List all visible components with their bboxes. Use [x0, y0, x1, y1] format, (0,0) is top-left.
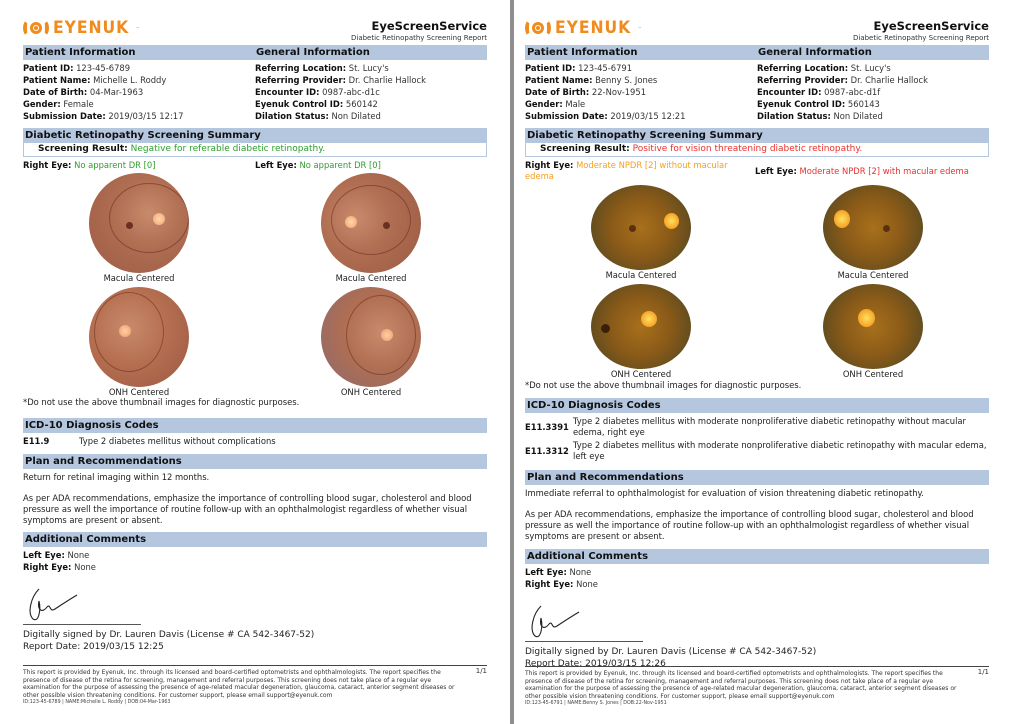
signed-by: Digitally signed by Dr. Lauren Davis (License # CA 542-3467-52) [23, 630, 315, 640]
icd-code: E11.3312 [525, 445, 569, 456]
signed-by: Digitally signed by Dr. Lauren Davis (License # CA 542-3467-52) [525, 647, 817, 657]
eye-grades [23, 160, 487, 171]
patient-info [525, 62, 757, 122]
report-footer [23, 665, 487, 705]
fundus-image-left-onh[interactable] [321, 287, 421, 387]
icd-description: Type 2 diabetes mellitus with moderate nonproliferative diabetic retinopathy without macular edema, right eye [573, 416, 966, 437]
left-eye-images [255, 173, 487, 397]
encounter-id-row: Encounter ID: 0987-abc-d1f [757, 87, 881, 97]
patient-name-row: Patient Name: Michelle L. Roddy [23, 75, 167, 85]
general-information-heading: General Information [758, 47, 872, 58]
service-title: EyeScreenService [371, 19, 487, 33]
control-id-row: Eyenuk Control ID: 560143 [757, 99, 880, 109]
footer-patient-id: ID:123-45-6789 | NAME:Michelle L. Roddy | DOB:04-Mar-1963 [23, 700, 171, 706]
service-title-block [853, 19, 989, 42]
screening-result-value: Positive for vision threatening diabetic retinopathy. [632, 144, 863, 154]
submission-date-row: Submission Date: 2019/03/15 12:17 [23, 111, 184, 121]
icd-code: E11.3391 [525, 421, 569, 432]
patient-info [23, 62, 255, 122]
dilation-status-row: Dilation Status: Non Dilated [757, 111, 883, 121]
report-date: Report Date: 2019/03/15 12:25 [23, 642, 164, 652]
additional-comments-heading: Additional Comments [23, 532, 487, 547]
additional-comments-heading: Additional Comments [525, 549, 989, 564]
icd-code: E11.9 [23, 436, 50, 446]
footer-patient-id: ID:123-45-6791 | NAME:Benny S. Jones | DOB:22-Nov-1951 [525, 701, 667, 707]
eye-logo-icon [23, 19, 49, 37]
report-page-1 [0, 0, 510, 724]
logo-text: EYENUK [555, 18, 632, 38]
report-header [525, 0, 989, 44]
info-block [23, 60, 487, 122]
caption-onh-centered: ONH Centered [610, 369, 672, 379]
dilation-status-row: Dilation Status: Non Dilated [255, 111, 381, 121]
logo-text: EYENUK [53, 18, 130, 38]
info-block [525, 60, 989, 122]
icd-description: Type 2 diabetes mellitus without complications [79, 436, 276, 446]
info-section-header [525, 45, 989, 60]
referring-location-row: Referring Location: St. Lucy's [757, 63, 891, 73]
info-section-header [23, 45, 487, 60]
left-eye-grade: Left Eye: No apparent DR [0] [255, 160, 381, 170]
encounter-id-row: Encounter ID: 0987-abc-d1c [255, 87, 380, 97]
right-eye-grade: Right Eye: No apparent DR [0] [23, 160, 156, 170]
fundus-image-right-onh[interactable] [89, 287, 189, 387]
screening-result: Screening Result: Positive for vision threatening diabetic retinopathy. [525, 143, 989, 157]
signature-icon [527, 600, 587, 640]
patient-name-row: Patient Name: Benny S. Jones [525, 75, 658, 85]
screening-summary-heading: Diabetic Retinopathy Screening Summary [23, 128, 487, 143]
right-eye-grade: Right Eye: Moderate NPDR [2] without macular edema [525, 160, 728, 181]
service-title-block [351, 19, 487, 42]
signature-icon [25, 583, 85, 623]
caption-macula-centered: Macula Centered [103, 273, 175, 283]
report-content [525, 0, 989, 707]
left-eye-grade: Left Eye: Moderate NPDR [2] with macular edema [755, 165, 969, 176]
patient-id-row: Patient ID: 123-45-6791 [525, 63, 633, 73]
gender-row: Gender: Female [23, 99, 94, 109]
fundus-image-right-macula[interactable] [591, 185, 691, 270]
icd10-heading: ICD-10 Diagnosis Codes [525, 398, 989, 413]
fundus-image-grid [23, 173, 487, 397]
eye-logo-icon [525, 19, 551, 37]
fundus-image-right-onh[interactable] [591, 284, 691, 369]
referring-location-row: Referring Location: St. Lucy's [255, 63, 389, 73]
fundus-image-left-macula[interactable] [321, 173, 421, 273]
icd-code-row [525, 416, 989, 438]
right-eye-images [23, 173, 255, 397]
dob-row: Date of Birth: 22-Nov-1951 [525, 87, 647, 97]
signature-image [525, 600, 989, 642]
general-information-heading: General Information [256, 47, 370, 58]
fundus-image-grid [525, 185, 989, 379]
page-number: 1/1 [475, 667, 487, 675]
comment-left-eye: Left Eye: None [23, 550, 90, 560]
service-subtitle: Diabetic Retinopathy Screening Report [852, 34, 989, 42]
footer-disclaimer: This report is provided by Eyenuk, Inc. through its licensed and board-certified optometrists and ophthalmologists. The report specifies the presence of disease of the retina for screening, management and referral purposes. This screening does not take place of a regular eye examination for the purpose of assessing the presence of age-related macular degeneration, glaucoma, cataract, anterior segment diseases or other possible vision threatening conditions. For customer support, please email support@eyenuk.com [525, 670, 957, 700]
caption-onh-centered: ONH Centered [108, 387, 170, 397]
caption-onh-centered: ONH Centered [340, 387, 402, 397]
icd-code-row [23, 436, 487, 447]
caption-macula-centered: Macula Centered [335, 273, 407, 283]
thumbnail-disclaimer: *Do not use the above thumbnail images for diagnostic purposes. [23, 397, 300, 407]
signature-image [23, 583, 487, 625]
report-header [23, 0, 487, 44]
ada-recommendation: As per ADA recommendations, emphasize the importance of controlling blood sugar, cholesterol and blood pressure as well the importance of routine follow-up with an ophthalmologist regardless of whether visual symptoms are present or absent. [525, 509, 974, 541]
screening-summary-heading: Diabetic Retinopathy Screening Summary [525, 128, 989, 143]
general-info [255, 62, 487, 122]
plan-text: Return for retinal imaging within 12 months. [23, 472, 210, 482]
footer-disclaimer: This report is provided by Eyenuk, Inc. through its licensed and board-certified optometrists and ophthalmologists. The report specifies the presence of disease of the retina for screening, management and referral purposes. This screening does not take place of a regular eye examination for the purpose of assessing the presence of age-related macular degeneration, glaucoma, cataract, anterior segment diseases or other possible vision threatening conditions. For customer support, please email support@eyenuk.com [23, 669, 455, 699]
referring-provider-row: Referring Provider: Dr. Charlie Hallock [757, 75, 928, 85]
referring-provider-row: Referring Provider: Dr. Charlie Hallock [255, 75, 426, 85]
ada-recommendation: As per ADA recommendations, emphasize the importance of controlling blood sugar, cholesterol and blood pressure as well the importance of routine follow-up with an ophthalmologist regardless of whether visual symptoms are present or absent. [23, 493, 472, 525]
service-subtitle: Diabetic Retinopathy Screening Report [350, 34, 487, 42]
screening-result-value: Negative for referable diabetic retinopathy. [130, 144, 326, 154]
eyenuk-logo: EYENUK ™ [23, 18, 140, 38]
fundus-image-left-macula[interactable] [823, 185, 923, 270]
plan-text: Immediate referral to ophthalmologist for evaluation of vision threatening diabetic retinopathy. [525, 488, 924, 498]
icd-code-row [525, 440, 989, 462]
fundus-image-left-onh[interactable] [823, 284, 923, 369]
patient-information-heading: Patient Information [527, 47, 638, 58]
gender-row: Gender: Male [525, 99, 586, 109]
control-id-row: Eyenuk Control ID: 560142 [255, 99, 378, 109]
signature-line [23, 624, 141, 625]
left-eye-images [757, 185, 989, 379]
plan-heading: Plan and Recommendations [525, 470, 989, 485]
caption-macula-centered: Macula Centered [605, 270, 677, 280]
service-title: EyeScreenService [873, 19, 989, 33]
patient-information-heading: Patient Information [25, 47, 136, 58]
eye-grades [525, 160, 989, 182]
report-date: Report Date: 2019/03/15 12:26 [525, 659, 666, 669]
comment-right-eye: Right Eye: None [23, 562, 96, 572]
thumbnail-disclaimer: *Do not use the above thumbnail images for diagnostic purposes. [525, 380, 802, 390]
icd10-heading: ICD-10 Diagnosis Codes [23, 418, 487, 433]
fundus-image-right-macula[interactable] [89, 173, 189, 273]
report-page-2 [514, 0, 1024, 724]
report-footer [525, 666, 989, 706]
signature-line [525, 641, 643, 642]
plan-heading: Plan and Recommendations [23, 454, 487, 469]
right-eye-images [525, 185, 757, 379]
screening-result: Screening Result: Negative for referable diabetic retinopathy. [23, 143, 487, 157]
caption-macula-centered: Macula Centered [837, 270, 909, 280]
comment-right-eye: Right Eye: None [525, 579, 598, 589]
report-content [23, 0, 487, 706]
caption-onh-centered: ONH Centered [842, 369, 904, 379]
comment-left-eye: Left Eye: None [525, 567, 592, 577]
submission-date-row: Submission Date: 2019/03/15 12:21 [525, 111, 686, 121]
icd-description: Type 2 diabetes mellitus with moderate nonproliferative diabetic retinopathy with macular edema, left eye [573, 440, 987, 461]
general-info [757, 62, 989, 122]
page-number: 1/1 [977, 668, 989, 676]
patient-id-row: Patient ID: 123-45-6789 [23, 63, 131, 73]
dob-row: Date of Birth: 04-Mar-1963 [23, 87, 144, 97]
eyenuk-logo: EYENUK ™ [525, 18, 642, 38]
